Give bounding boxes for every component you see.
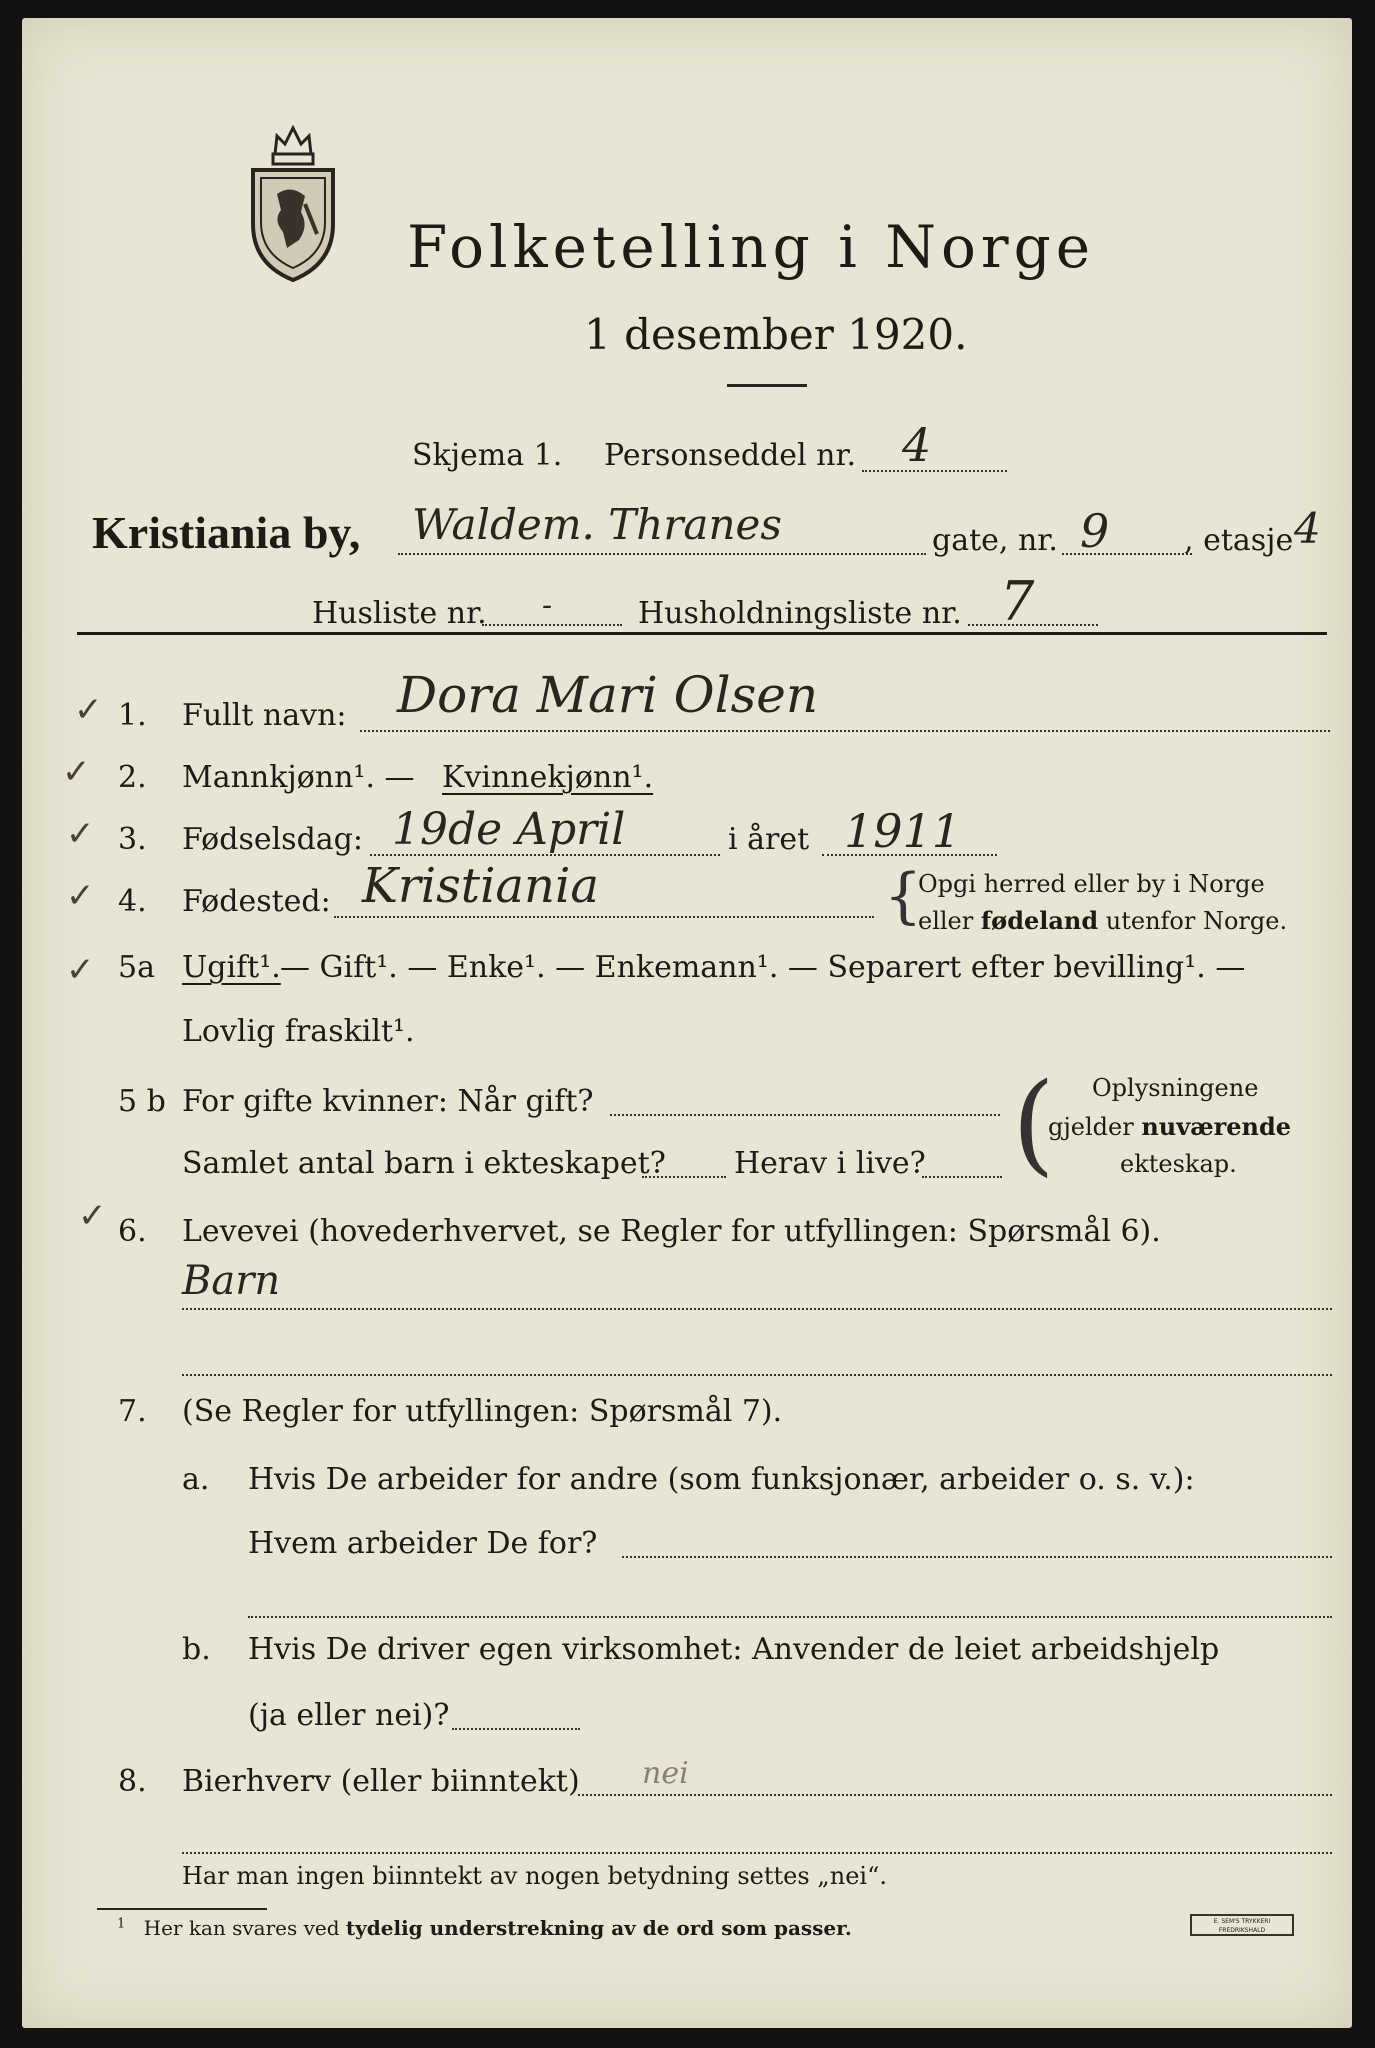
street-line xyxy=(398,553,926,555)
q1-number: 1. xyxy=(118,698,147,733)
title-rule xyxy=(727,384,807,387)
q4-brace: { xyxy=(884,861,923,931)
q5b-alive: Herav i live? xyxy=(734,1146,926,1181)
q8-label: Bierhverv (eller biinntekt) xyxy=(182,1764,580,1799)
etasje-label: , etasje xyxy=(1184,523,1294,558)
income-note: Har man ingen biinntekt av nogen betydning settes „nei“. xyxy=(182,1862,887,1890)
printer-stamp-line-2: FREDRIKSHALD xyxy=(1218,1927,1266,1934)
q6-line-2 xyxy=(182,1374,1332,1376)
q3-value[interactable]: 19de April xyxy=(392,804,626,855)
q5b-when-line xyxy=(610,1114,1000,1116)
q4-label: Fødested: xyxy=(182,884,331,919)
q7a-line-1 xyxy=(622,1556,1332,1558)
q5b-alive-line xyxy=(922,1176,1002,1178)
q6-number: 6. xyxy=(118,1214,147,1249)
printer-stamp xyxy=(1190,1914,1294,1936)
q7b-line xyxy=(452,1728,580,1730)
q6-value[interactable]: Barn xyxy=(182,1258,281,1304)
form-title: Folketelling i Norge xyxy=(407,213,1096,281)
q4-note-2a: eller xyxy=(918,907,981,935)
footnote-number: 1 xyxy=(117,1916,126,1932)
q8-value[interactable]: nei xyxy=(642,1756,689,1791)
census-form xyxy=(22,18,1352,2028)
q5b-when-married: For gifte kvinner: Når gift? xyxy=(182,1084,594,1119)
footnote-text-a: Her kan svares ved xyxy=(143,1916,346,1940)
q5b-brace: ( xyxy=(1012,1059,1055,1187)
q5a-number: 5a xyxy=(118,950,155,985)
check-mark-icon: ✓ xyxy=(66,876,95,916)
q5b-note-2b: nuværende xyxy=(1141,1112,1292,1141)
husholdningsliste-label: Husholdningsliste nr. xyxy=(638,596,962,631)
husholdningsliste-value[interactable]: 7 xyxy=(1000,570,1035,633)
q8-number: 8. xyxy=(118,1764,147,1799)
q3-label: Fødselsdag: xyxy=(182,822,363,857)
q3-year-value[interactable]: 1911 xyxy=(844,804,962,858)
check-mark-icon: ✓ xyxy=(66,950,95,990)
q2-option-female[interactable]: Kvinnekjønn¹. xyxy=(442,760,654,795)
q5b-note-1: Oplysningene xyxy=(1092,1074,1259,1102)
schema-label: Skjema 1. xyxy=(412,438,563,473)
q2-option-male: Mannkjønn¹. — xyxy=(182,760,415,795)
check-mark-icon: ✓ xyxy=(74,690,103,730)
q1-value[interactable]: Dora Mari Olsen xyxy=(397,666,819,724)
q5b-children: Samlet antal barn i ekteskapet? xyxy=(182,1146,666,1181)
etasje-value[interactable]: 4 xyxy=(1294,504,1321,553)
gate-value[interactable]: 9 xyxy=(1080,504,1110,558)
q7-number: 7. xyxy=(118,1394,147,1429)
q3-year-label: i året xyxy=(728,822,810,857)
q7-label: (Se Regler for utfyllingen: Spørsmål 7). xyxy=(182,1394,783,1429)
street-value[interactable]: Waldem. Thranes xyxy=(412,500,782,549)
q7a-line-2 xyxy=(248,1616,1332,1618)
q7a-question: Hvem arbeider De for? xyxy=(248,1526,598,1561)
q7b-text: Hvis De driver egen virksomhet: Anvender de leiet arbeidshjelp xyxy=(248,1632,1220,1667)
q7b-letter: b. xyxy=(182,1632,211,1667)
q5a-option-divorced: Lovlig fraskilt¹. xyxy=(182,1014,415,1049)
q5b-note-2 xyxy=(1048,1112,1291,1141)
q1-line xyxy=(360,730,1330,732)
q5b-number: 5 b xyxy=(118,1084,166,1119)
q5a-options: — Gift¹. — Enke¹. — Enkemann¹. — Separert efter bevilling¹. — xyxy=(280,950,1246,985)
q4-note-2 xyxy=(918,906,1287,935)
q8-line-1 xyxy=(578,1794,1332,1796)
husliste-value[interactable]: - xyxy=(542,588,553,623)
coat-of-arms-icon xyxy=(247,114,339,282)
husliste-line xyxy=(482,624,622,626)
check-mark-icon: ✓ xyxy=(78,1196,107,1236)
footnote xyxy=(117,1916,852,1940)
footnote-text-b: tydelig understrekning av de ord som passer. xyxy=(345,1916,852,1940)
q4-note-2b: fødeland xyxy=(980,906,1099,935)
personseddel-line xyxy=(862,470,1007,472)
personseddel-label: Personseddel nr. xyxy=(604,438,857,473)
q6-label: Levevei (hovederhvervet, se Regler for utfyllingen: Spørsmål 6). xyxy=(182,1214,1161,1249)
q4-line xyxy=(334,916,874,918)
q4-note-2c: utenfor Norge. xyxy=(1098,907,1288,935)
q2-number: 2. xyxy=(118,760,147,795)
check-mark-icon: ✓ xyxy=(66,814,95,854)
q7b-question: (ja eller nei)? xyxy=(248,1698,450,1733)
q1-label: Fullt navn: xyxy=(182,698,347,733)
husliste-label: Husliste nr. xyxy=(312,596,487,631)
q5b-note-2a: gjelder xyxy=(1048,1113,1142,1141)
gate-label: gate, nr. xyxy=(932,523,1058,558)
q3-number: 3. xyxy=(118,822,147,857)
q5b-note-3: ekteskap. xyxy=(1120,1150,1237,1178)
q5a-option-unmarried[interactable]: Ugift¹. xyxy=(182,950,281,985)
check-mark-icon: ✓ xyxy=(62,752,91,792)
q7a-text: Hvis De arbeider for andre (som funksjonær, arbeider o. s. v.): xyxy=(248,1462,1195,1497)
q4-note-1: Opgi herred eller by i Norge xyxy=(918,870,1265,898)
city-label: Kristiania by, xyxy=(92,507,361,558)
footnote-rule xyxy=(97,1908,267,1910)
header-divider xyxy=(77,632,1327,635)
census-date: 1 desember 1920. xyxy=(584,310,968,359)
q6-line-1 xyxy=(182,1308,1332,1310)
q8-line-2 xyxy=(182,1852,1332,1854)
printer-stamp-line-1: E. SEM'S TRYKKERI xyxy=(1213,1918,1271,1925)
q5b-children-line xyxy=(642,1176,726,1178)
q7a-letter: a. xyxy=(182,1462,210,1497)
q4-value[interactable]: Kristiania xyxy=(362,858,599,914)
personseddel-value[interactable]: 4 xyxy=(902,418,932,472)
q4-number: 4. xyxy=(118,884,147,919)
